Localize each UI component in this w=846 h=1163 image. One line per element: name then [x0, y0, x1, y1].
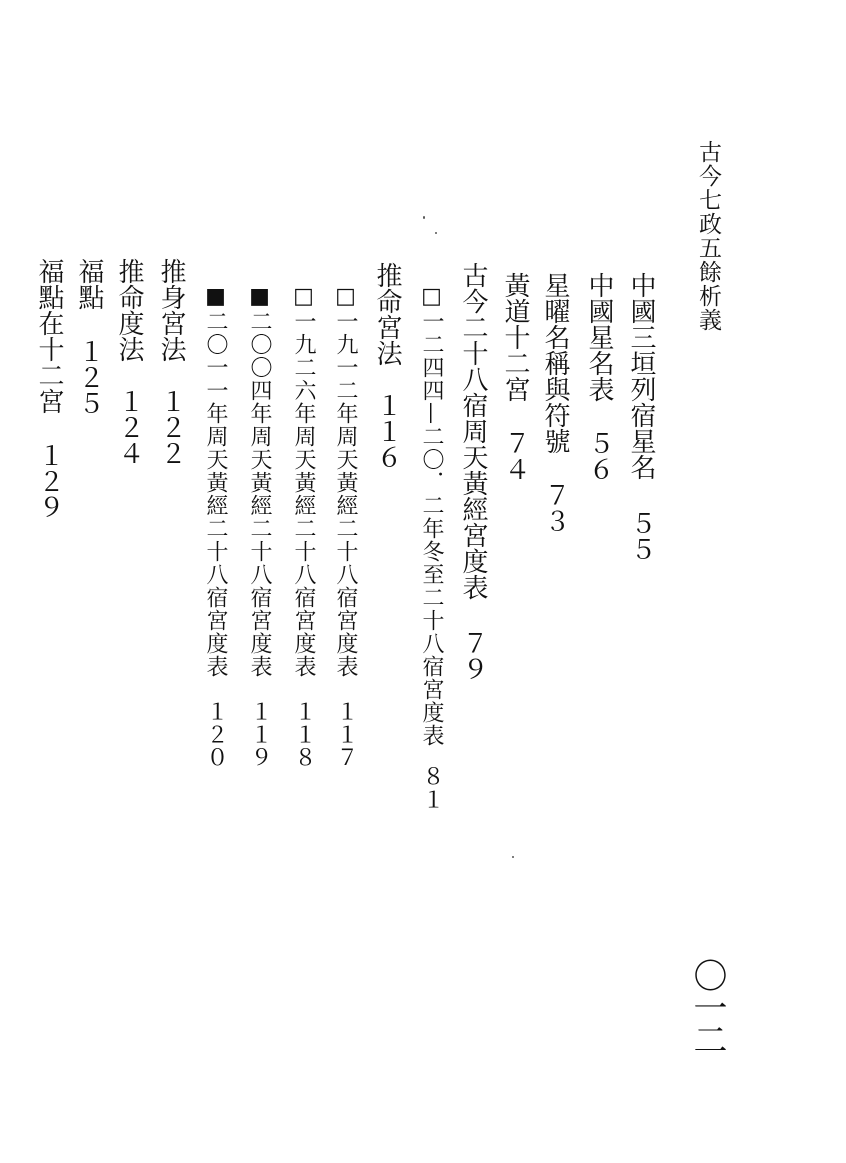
entry-page: ５６ [584, 430, 614, 482]
entry-title: 福點在十二宮 [34, 258, 64, 414]
entry-page: １２２ [156, 388, 186, 466]
toc-entry [374, 262, 400, 470]
toc-entry [76, 258, 102, 416]
toc-entry [628, 272, 654, 562]
entry-title: 古今二十八宿周天黃經宮度表 [458, 262, 488, 600]
entry-title: 中國星名表 [584, 272, 614, 402]
entry-page: １２４ [114, 388, 144, 466]
toc-entry [248, 284, 270, 769]
entry-title: 一九二六年周天黃經二十八宿宮度表 [291, 310, 316, 678]
entry-page: １２９ [34, 442, 64, 520]
entry-page: ７４ [500, 430, 530, 482]
toc-entry [420, 284, 442, 811]
entry-title: 二〇〇四年周天黃經二十八宿宮度表 [247, 310, 272, 678]
entry-title: 星曜名稱與符號 [540, 272, 570, 454]
page-number: 〇一二 [687, 958, 727, 1054]
toc-entry [542, 272, 568, 534]
toc-entry [204, 284, 226, 769]
entry-page: １２５ [74, 338, 104, 416]
entry-page: １２０ [203, 700, 228, 769]
entry-title: 推命度法 [114, 258, 144, 362]
entry-page: ７３ [540, 482, 570, 534]
entry-page: １１７ [333, 700, 358, 769]
toc-entry [158, 258, 184, 466]
toc-entry [334, 284, 356, 769]
entry-title: 推身宮法 [156, 258, 186, 362]
checkbox-filled-icon: ■ [203, 284, 228, 310]
entry-page: ７９ [458, 630, 488, 682]
entry-title: 一二四四—二〇．二年冬至二十八宿宮度表 [419, 310, 444, 747]
toc-entry [36, 258, 62, 520]
checkbox-empty-icon: □ [419, 284, 444, 310]
entry-page: １１９ [247, 700, 272, 769]
scan-speck [512, 856, 514, 858]
entry-title: 福點 [74, 258, 104, 310]
toc-entry [292, 284, 314, 769]
entry-title: 一九一二年周天黃經二十八宿宮度表 [333, 310, 358, 678]
running-header: 古今七政五餘析義 [695, 140, 721, 332]
toc-entry [116, 258, 142, 466]
entry-page: １１６ [372, 392, 402, 470]
checkbox-filled-icon: ■ [247, 284, 272, 310]
entry-page: １１８ [291, 700, 316, 769]
entry-page: ５５ [626, 510, 656, 562]
entry-page: ８１ [419, 765, 444, 811]
entry-title: 二〇一一年周天黃經二十八宿宮度表 [203, 310, 228, 678]
checkbox-empty-icon: □ [333, 284, 358, 310]
checkbox-empty-icon: □ [291, 284, 316, 310]
toc-entry [460, 262, 486, 682]
entry-title: 推命宮法 [372, 262, 402, 366]
entry-title: 黃道十二宮 [500, 272, 530, 402]
scan-speck [423, 216, 425, 219]
scan-speck [435, 232, 437, 234]
toc-entry [502, 272, 528, 482]
entry-title: 中國三垣列宿星名 [626, 272, 656, 480]
toc-entry [586, 272, 612, 482]
